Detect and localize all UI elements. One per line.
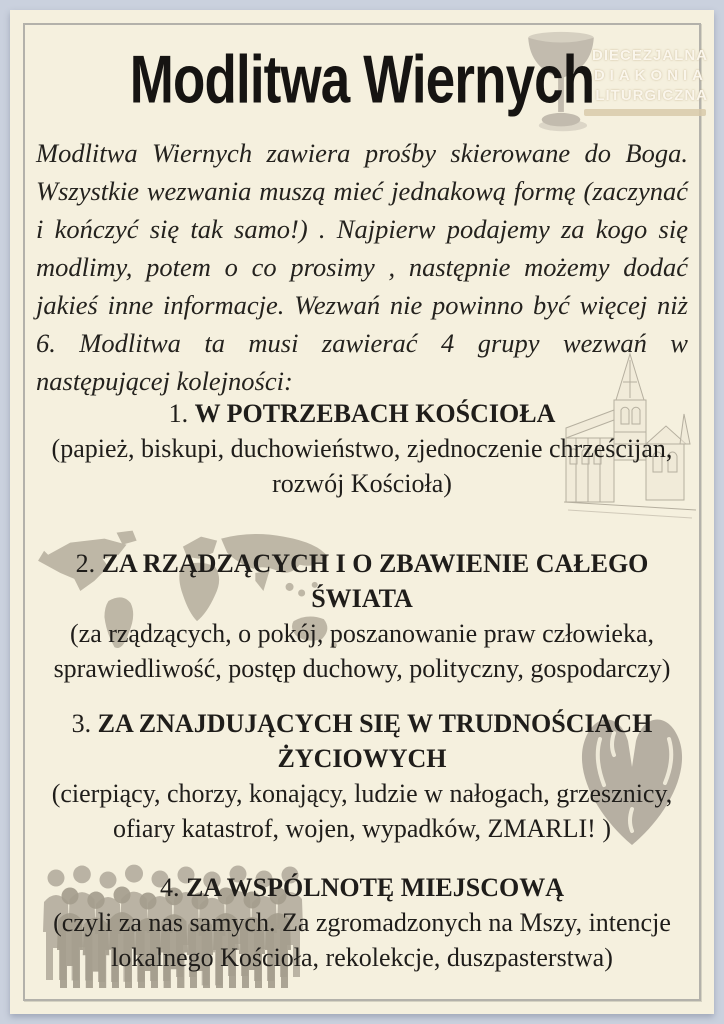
section-4-heading [34,870,690,905]
logo-line: DIECEZJALNA [591,47,708,64]
section-title: W POTRZEBACH KOŚCIOŁA [194,399,556,428]
section-2-heading [34,546,690,616]
logo-line: LITURGICZNA [595,87,708,104]
section-3-heading [62,706,662,776]
section-title: ZA WSPÓLNOTĘ MIEJSCOWĄ [185,873,565,902]
section-4 [34,870,690,975]
section-1-heading [34,396,690,431]
section-number: 1. [168,399,189,428]
section-number: 3. [71,709,92,738]
section-4-details: (czyli za nas samych. Za zgromadzonych na Mszy, intencje lokalnego Kościoła, rekolekcje, duszpasterstwa) [53,908,671,972]
section-2 [34,546,690,686]
section-title: ZA RZĄDZĄCYCH I O ZBAWIENIE CAŁEGO ŚWIATA [101,549,649,613]
poster-card [10,10,714,1014]
section-1 [34,396,690,501]
logo-line: DIAKONIA [593,67,708,84]
section-title: ZA ZNAJDUJĄCYCH SIĘ W TRUDNOŚCIACH ŻYCIOWYCH [97,709,653,773]
section-3-details: (cierpiący, chorzy, konający, ludzie w nałogach, grzesznicy, ofiary katastrof, wojen, wypadków, ZMARLI! ) [51,779,673,843]
page-title: Modlitwa Wiernych [129,42,595,118]
section-2-details: (za rządzących, o pokój, poszanowanie praw człowieka, sprawiedliwość, postęp duchowy, polityczny, gospodarczy) [53,619,671,683]
section-3 [34,706,690,846]
section-1-details: (papież, biskupi, duchowieństwo, zjednoczenie chrześcijan, rozwój Kościoła) [51,434,673,498]
intro-paragraph: Modlitwa Wiernych zawiera prośby skierowane do Boga. Wszystkie wezwania muszą mieć jednakową formę (zaczynać i kończyć się tak samo!) . Najpierw podajemy za kogo się modlimy, potem o co prosimy , następnie możemy dodać jakieś inne informacje. Wezwań nie powinno być więcej niż 6. Modlitwa ta musi zawierać 4 grupy wezwań w następującej kolejności: [36,138,688,396]
section-number: 4. [159,873,180,902]
section-number: 2. [75,549,96,578]
